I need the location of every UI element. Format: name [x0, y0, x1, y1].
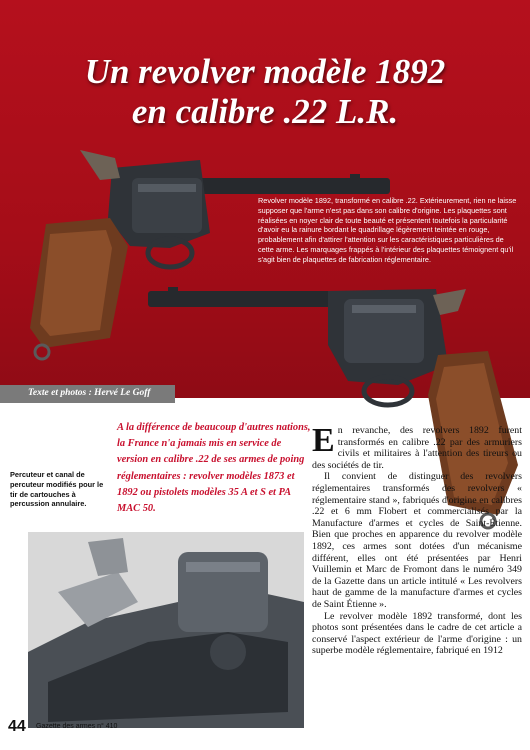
article-title-line-2: en calibre .22 L.R. — [131, 92, 399, 131]
photo-credit: Texte et photos : Hervé Le Goff — [28, 388, 151, 398]
article-intro: A la différence de beaucoup d'autres nations, la France n'a jamais mis en service de version en calibre .22 de ses armes de poing réglementaires : revolver modèles 1873 et 1892 ou pistolets modèles 35 A et S et PA MAC 50. — [117, 422, 311, 515]
closeup-photo — [28, 532, 304, 728]
article-body — [312, 422, 522, 657]
body-paragraph-2: Il convient de distinguer des revolvers réglementaires transformés des revolvers « réglementaire stand », fabriqués d'origine en calibres .22 et 6 mm Flobert et commercialisés par la Manufacture d'armes et cycles de Saint-Étienne. Bien que proches en apparence du revolver modèle 1892, ces armes sont dotées d'un mécanisme différent, elles ont été présentées par Henri Vuillemin et Marc de Fromont dans le numéro 349 de la Gazette dans un article intitulé « Les revolvers haut de gamme de la manufacture d'armes et cycles de Saint Étienne ». — [312, 471, 522, 610]
photo-caption-side: Percuteur et canal de percuteur modifiés pour le tir de cartouches à percussion annulaire. — [10, 470, 104, 509]
body-paragraph-1: n revanche, des revolvers 1892 furent transformés en calibre .22 par des armuriers civils et militaires à l'attention des tireurs ou des sociétés de tir. — [312, 425, 522, 471]
drop-cap: E — [312, 422, 335, 459]
publication-name: Gazette des armes n° 410 — [36, 723, 118, 730]
article-title-line-1: Un revolver modèle 1892 — [84, 52, 446, 91]
photo-caption-top: Revolver modèle 1892, transformé en calibre .22. Extérieurement, rien ne laisse supposer que l'arme n'est pas dans son calibre d'origine. Les plaquettes sont réalisées en noyer clair de toute beauté et présentent toutefois la particularité d'avoir eu la rainure bordant le quadrillage légèrement teintée en rouge, probablement afin d'attirer l'attention sur les caractéristiques particulières de cette arme. Les marquages frappés à l'intérieur des plaquettes témoignent qu'il s'agit bien de plaquettes de fabrication réglementaire. — [258, 196, 517, 264]
body-paragraph-3: Le revolver modèle 1892 transformé, dont les photos sont présentées dans le cadre de cet article a conservé l'aspect extérieur de l'arme d'origine : un superbe modèle réglementaire, fabriqué en 1912 — [312, 610, 522, 657]
closeup-mechanism-photo — [28, 532, 304, 728]
page-number: 44 — [8, 718, 26, 735]
